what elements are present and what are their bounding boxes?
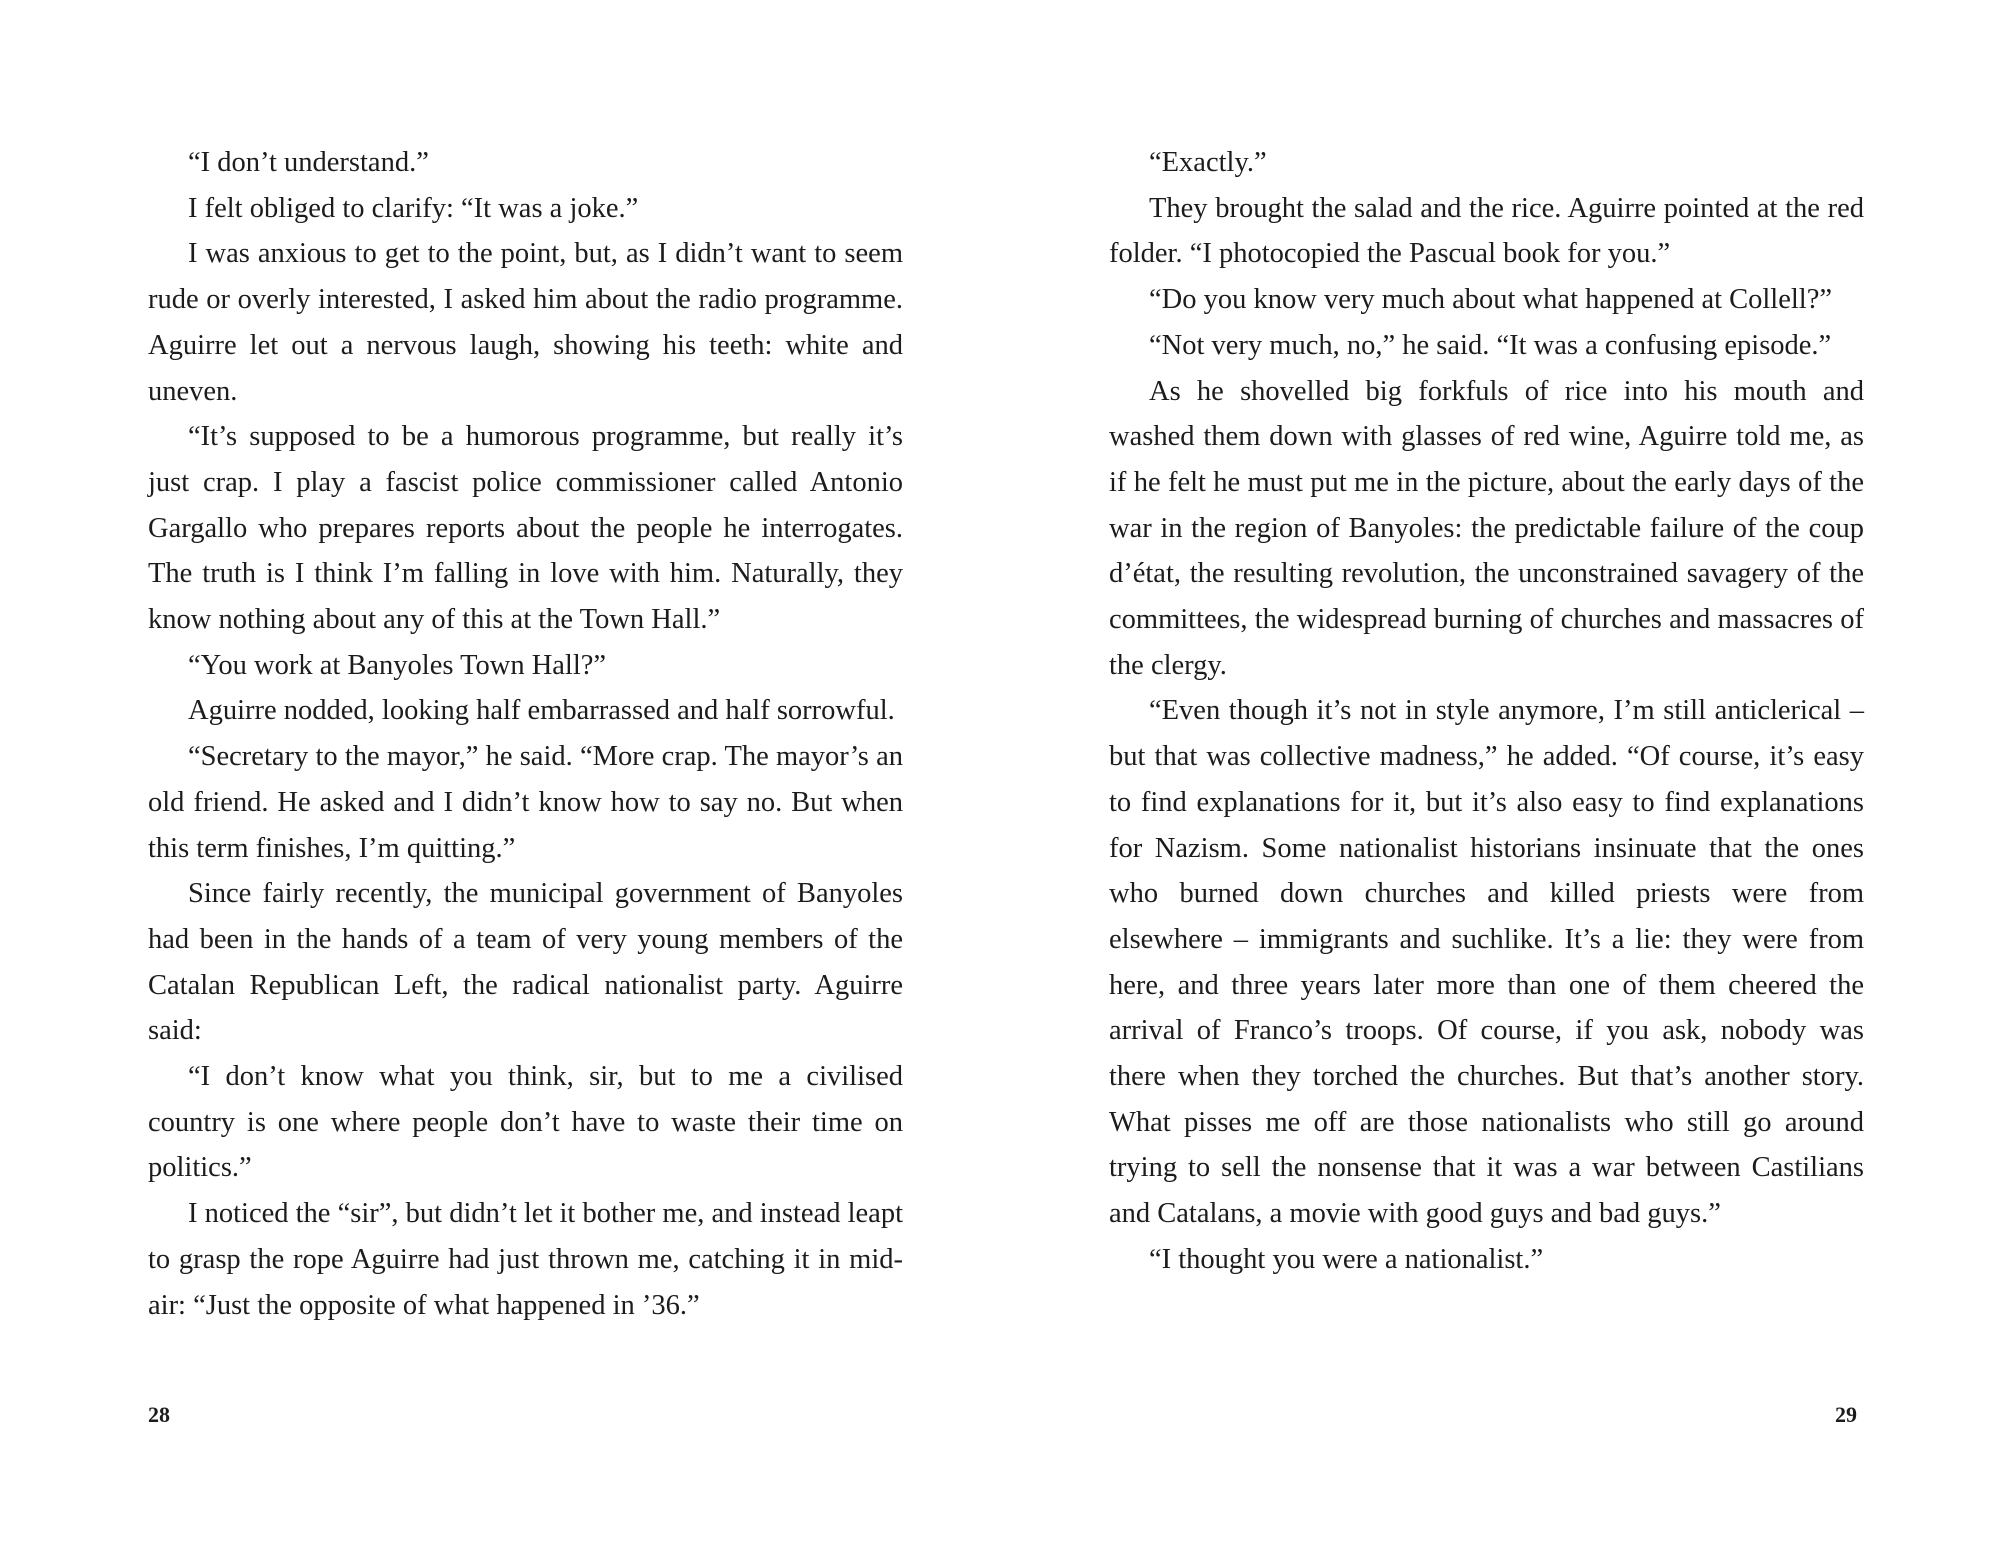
- right-paragraph-3: “Do you know very much about what happened at Collell?”: [1149, 284, 1833, 316]
- right-page: [1109, 140, 1864, 1283]
- left-paragraph-6: Aguirre nodded, looking half embarrassed and half sorrowful.: [188, 695, 895, 727]
- left-paragraph-10: I noticed the “sir”, but didn’t let it bother me, and instead leapt to grasp the rope Aguirre had just thrown me, catching it in mid-air: “Just the opposite of what happened in ’36.”: [148, 1198, 903, 1321]
- left-paragraph-7: “Secretary to the mayor,” he said. “More crap. The mayor’s an old friend. He asked and I didn’t know how to say no. But when this term finishes, I’m quitting.”: [148, 741, 903, 864]
- right-paragraph-7: “I thought you were a nationalist.”: [1149, 1243, 1544, 1275]
- left-paragraph-5: “You work at Banyoles Town Hall?”: [188, 649, 607, 681]
- left-paragraph-3: I was anxious to get to the point, but, as I didn’t want to seem rude or overly interested, I asked him about the radio programme. Aguirre let out a nervous laugh, showing his teeth: white and uneven.: [148, 238, 903, 407]
- left-paragraph-1: “I don’t understand.”: [188, 147, 429, 178]
- right-paragraph-2: They brought the salad and the rice. Aguirre pointed at the red folder. “I photocopied the Pascual book for you.”: [1109, 192, 1864, 270]
- right-page-number: 29: [1835, 1402, 1857, 1427]
- right-paragraph-6: “Even though it’s not in style anymore, I’m still anticlerical – but that was collective madness,” he added. “Of course, it’s easy to find explanations for it, but it’s also easy to find explanations for Nazism. Some nationalist historians insinuate that the ones who burned down churches and killed priests were from elsewhere – immigrants and suchlike. It’s a lie: they were from here, and three years later more than one of them cheered the arrival of Franco’s troops. Of course, if you ask, nobody was there when they torched the churches. But that’s another story. What pisses me off are those nationalists who still go around trying to sell the nonsense that it was a war between Castilians and Catalans, a movie with good guys and bad guys.”: [1109, 695, 1864, 1230]
- left-paragraph-9: “I don’t know what you think, sir, but to me a civilised country is one where people don’t have to waste their time on politics.”: [148, 1061, 903, 1184]
- right-paragraph-4: “Not very much, no,” he said. “It was a confusing episode.”: [1149, 329, 1832, 361]
- left-page: [148, 140, 903, 1328]
- right-paragraph-1: “Exactly.”: [1149, 147, 1267, 178]
- left-paragraph-2: I felt obliged to clarify: “It was a joke.”: [188, 192, 639, 224]
- left-paragraph-4: “It’s supposed to be a humorous programme, but really it’s just crap. I play a fascist police commissioner called Antonio Gargallo who prepares reports about the people he interrogates. The truth is I think I’m falling in love with him. Naturally, they know nothing about any of this at the Town Hall.”: [148, 421, 903, 636]
- left-page-number: 28: [148, 1402, 170, 1427]
- left-paragraph-8: Since fairly recently, the municipal government of Banyoles had been in the hands of a team of very young members of the Catalan Republican Left, the radical nationalist party. Aguirre said:: [148, 878, 903, 1047]
- right-paragraph-5: As he shovelled big forkfuls of rice into his mouth and washed them down with glasses of red wine, Aguirre told me, as if he felt he must put me in the picture, about the early days of the war in the region of Banyoles: the predictable failure of the coup d’état, the resulting revolution, the unconstrained savagery of the committees, the widespread burning of churches and massacres of the clergy.: [1109, 375, 1864, 681]
